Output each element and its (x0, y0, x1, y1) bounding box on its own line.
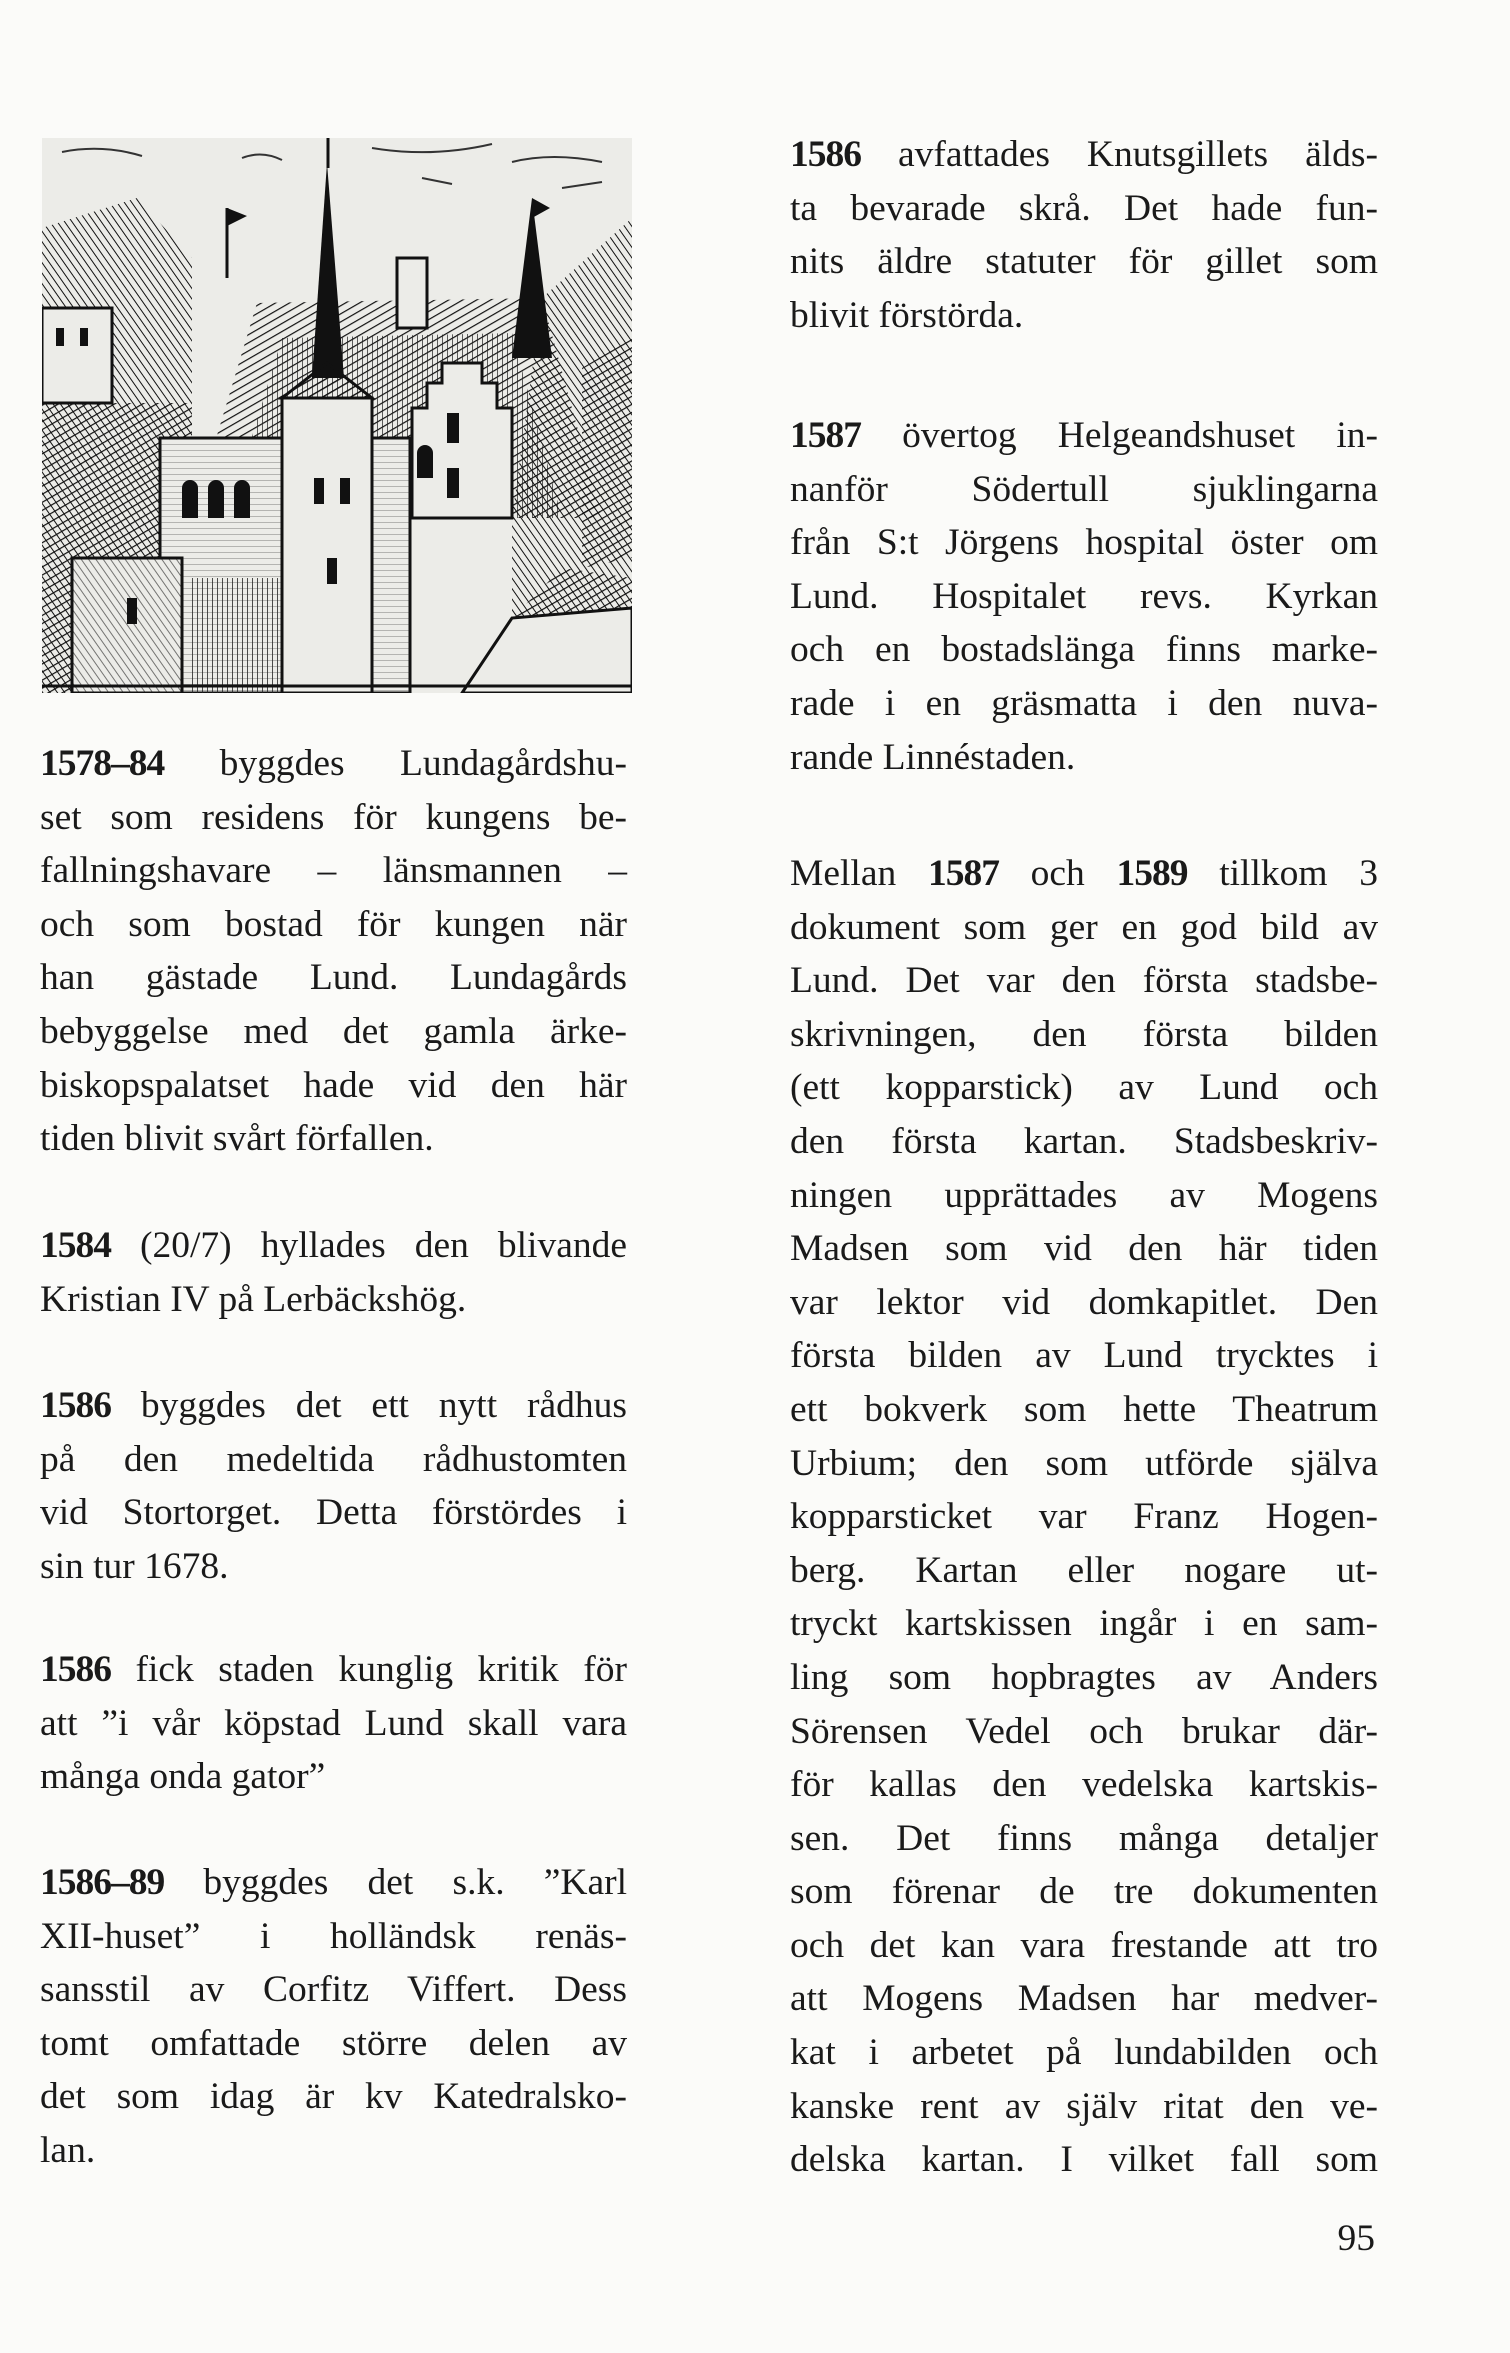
entry-year: 1578–84 (40, 743, 165, 784)
entry-year: 1589 (1116, 853, 1188, 894)
entry-year: 1584 (40, 1225, 111, 1266)
entry-1586-knutsgillet: 1586 avfattades Knutsgillets älds- ta bevarade skrå. Det hade fun- nits äldre statuter för gillet som blivit förstörda. (790, 134, 1378, 336)
entry-year: 1586–89 (40, 1862, 165, 1903)
engraving-illustration (42, 138, 632, 693)
entry-year: 1586 (40, 1649, 111, 1690)
entry-1586-89: 1586–89 byggdes det s.k. ”Karl XII-huset” i holländsk renäs- sansstil av Corfitz Viffert. Dess tomt omfattade större delen av det som idag är kv Katedralsko- lan. (40, 1862, 627, 2171)
page-number: 95 (1337, 2218, 1375, 2259)
entry-1578-84: 1578–84 byggdes Lundagårdshu- set som residens för kungens be- fallningshavare – länsmannen – och som bostad för kungen när han gästade Lund. Lundagårds bebyggelse med det gamla ärke- biskopspalatset hade vid den här tiden blivit svårt förfallen. (40, 743, 627, 1160)
entry-1586-radhus: 1586 byggdes det ett nytt rådhus på den medeltida rådhustomten vid Stortorget. Detta förstördes i sin tur 1678. (40, 1385, 627, 1587)
entry-1587-1589: Mellan 1587 och 1589 tillkom 3 dokument som ger en god bild av Lund. Det var den första stadsbe- skrivningen, den första bilden (ett kopparstick) av Lund och den första kartan. Stadsbeskriv- ningen upprättades av Mogens Madsen som vid den här tiden var lektor vid domkapitlet. Den första bilden av Lund trycktes i ett bokverk som hette Theatrum Urbium; den som utförde själva kopparsticket var Franz Hogen- berg. Kartan eller nogare ut- tryckt kartskissen ingår i en sam- ling som hopbragtes av Anders Sörensen Vedel och brukar där- för kallas den vedelska kartskis- sen. Det finns många detaljer som förenar de tre dokumenten och det kan vara frestande att tro att Mogens Madsen har medver- kat i arbetet på lundabilden och kanske rent av själv ritat den ve- delska kartan. I vilket fall som (790, 853, 1378, 2181)
entry-1584: 1584 (20/7) hyllades den blivande Kristian IV på Lerbäckshög. (40, 1225, 627, 1320)
entry-1587: 1587 övertog Helgeandshuset in- nanför Södertull sjuklingarna från S:t Jörgens hospital öster om Lund. Hospitalet revs. Kyrkan och en bostadslänga finns marke- rade i en gräsmatta i den nuva- rande Linnéstaden. (790, 415, 1378, 778)
entry-year: 1586 (40, 1385, 111, 1426)
entry-year: 1587 (927, 853, 999, 894)
entry-year: 1587 (790, 415, 861, 456)
entry-year: 1586 (790, 134, 861, 175)
entry-1586-kritik: 1586 fick staden kunglig kritik för att ”i vår köpstad Lund skall vara många onda gator” (40, 1649, 627, 1798)
